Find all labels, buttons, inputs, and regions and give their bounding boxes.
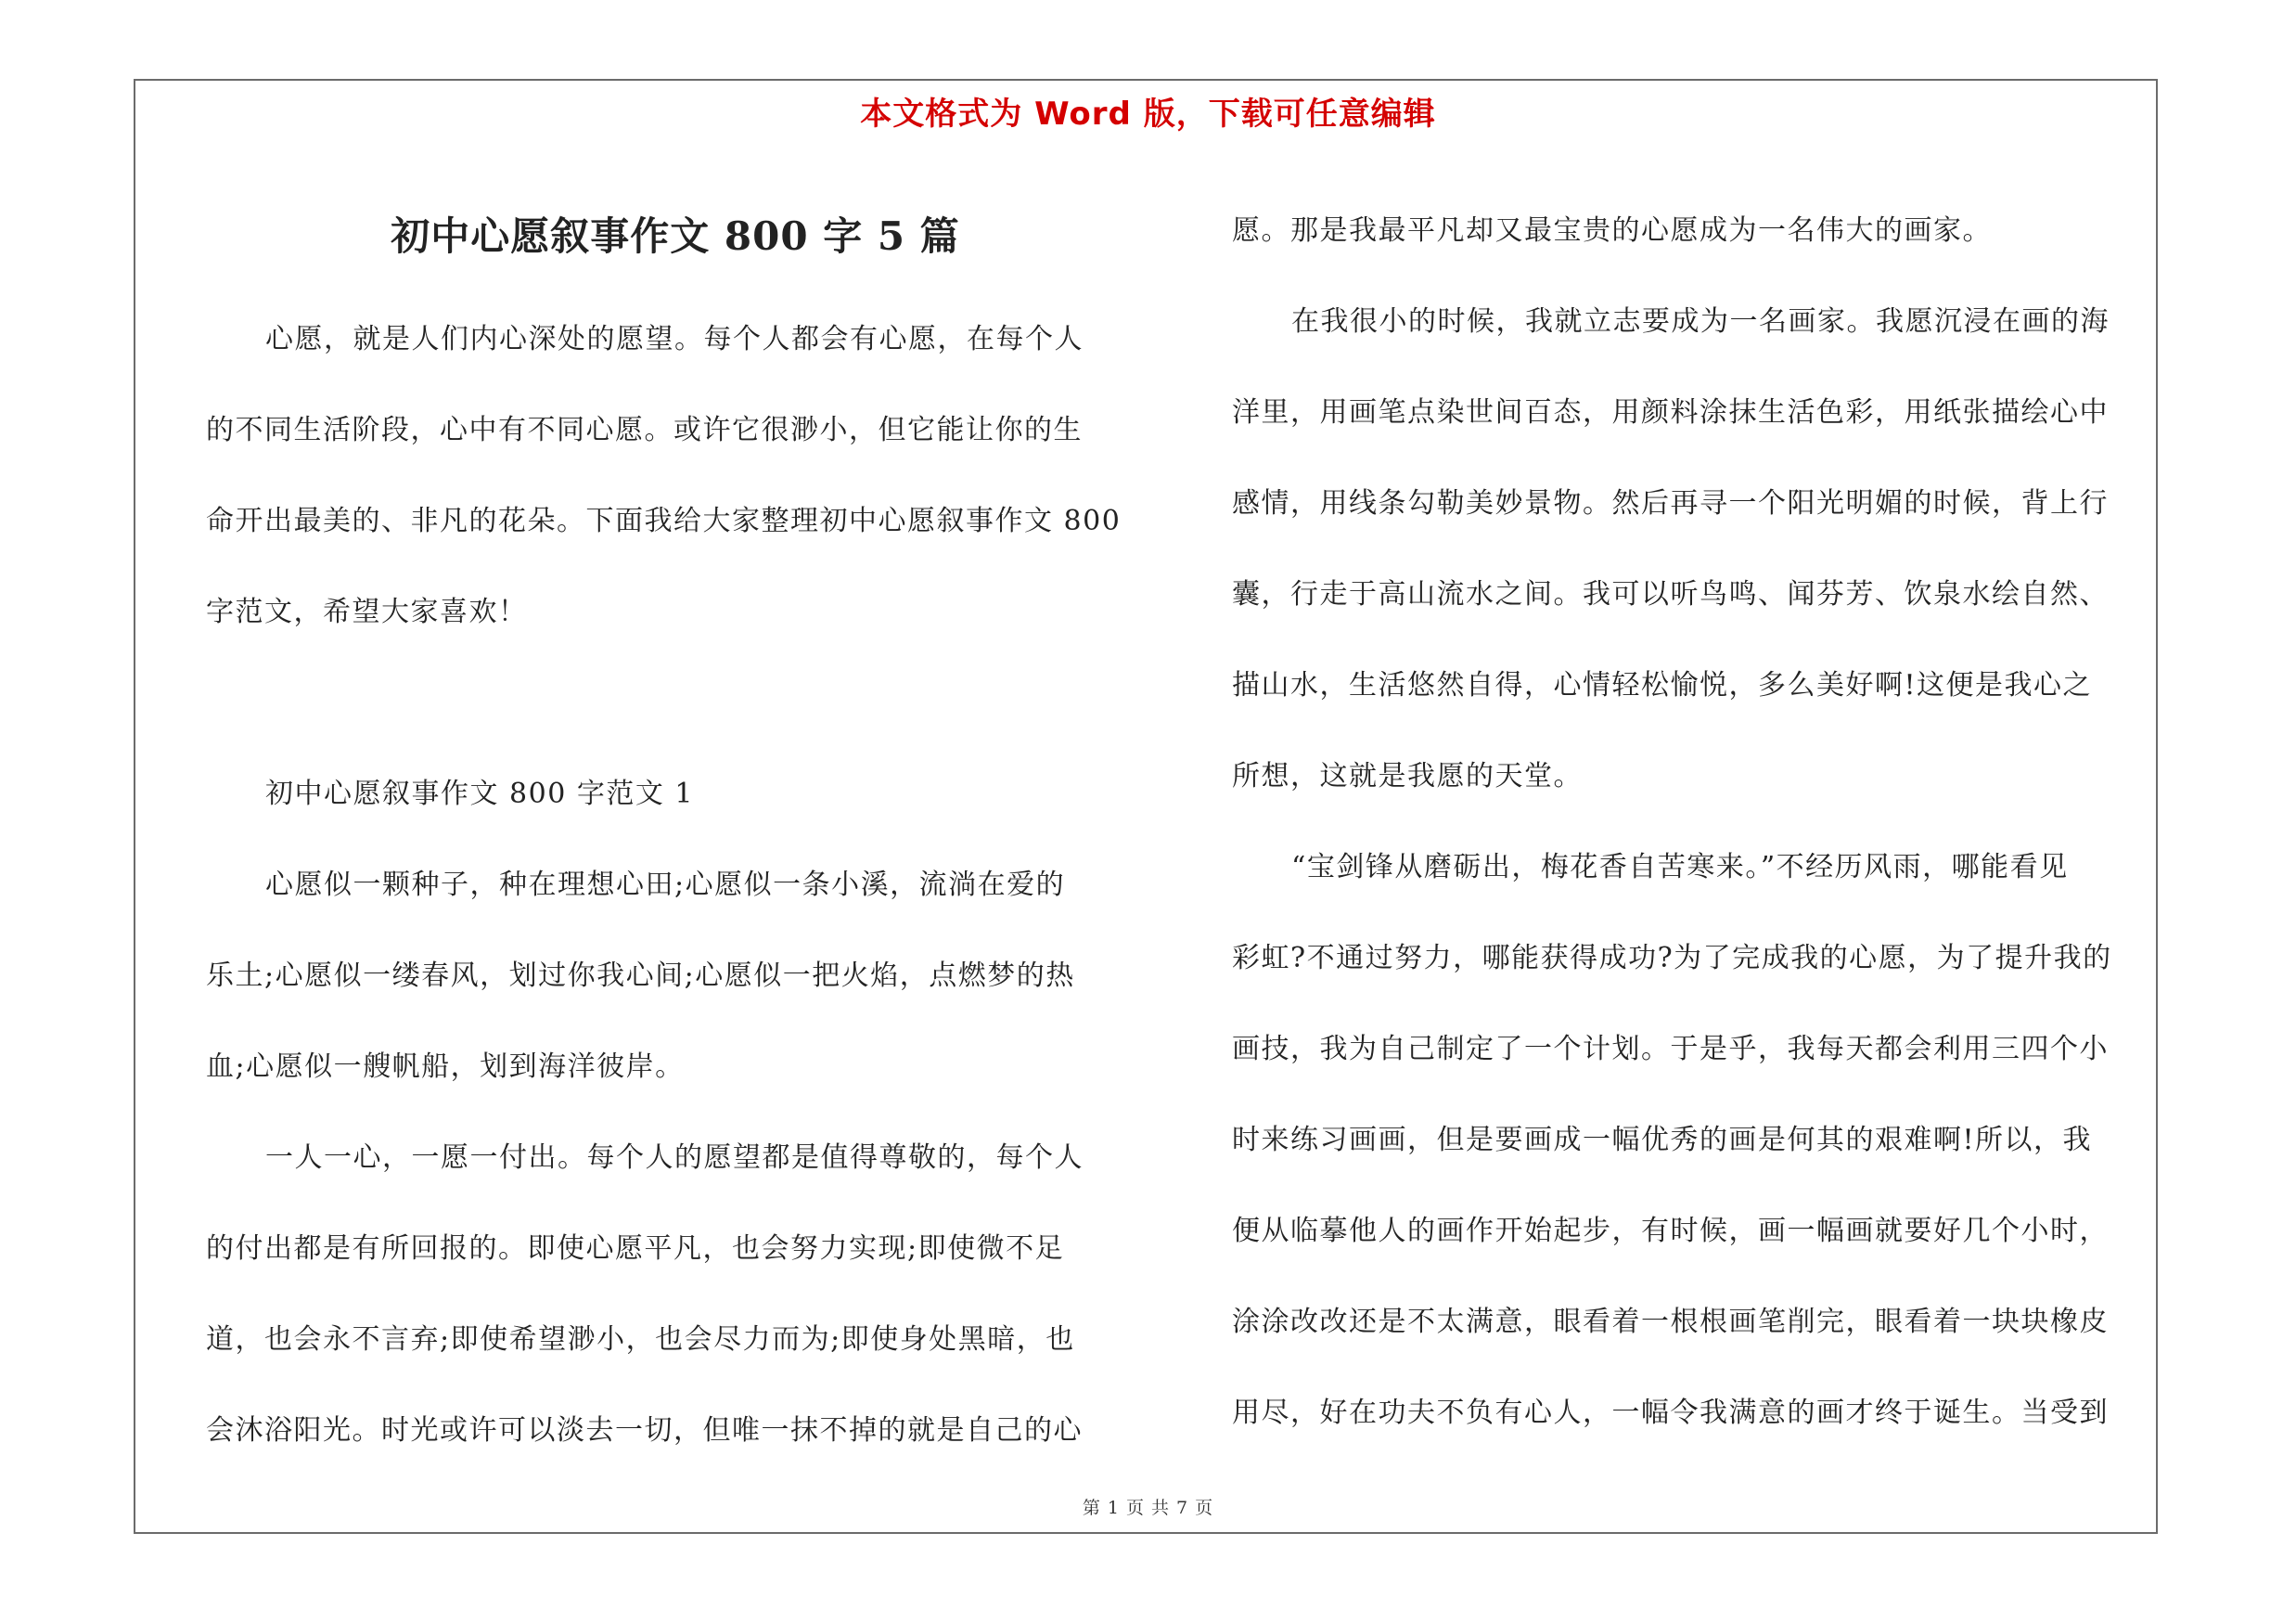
document-title: 初中心愿叙事作文 800 字 5 篇 [391,213,960,259]
text-line: 彩虹?不通过努力，哪能获得成功?为了完成我的心愿，为了提升我的 [1232,942,2112,974]
text-line: 描山水，生活悠然自得，心情轻松愉悦，多么美好啊!这便是我心之 [1232,669,2093,702]
body-paragraph [1232,277,2156,822]
text-line: 命开出最美的、非凡的花朵。下面我给大家整理初中心愿叙事作文 800 [206,505,1122,537]
paragraph-gap [206,658,1126,749]
body-paragraph [1232,822,2156,1459]
text-line: 时来练习画画，但是要画成一幅优秀的画是何其的艰难啊!所以，我 [1232,1124,2093,1156]
text-line: 洋里，用画笔点染世间百态，用颜料涂抹生活色彩，用纸张描绘心中 [1232,396,2109,429]
section-heading-paragraph [206,749,1126,840]
text-line: 便从临摹他人的画作开始起步，有时候，画一幅画就要好几个小时， [1232,1215,2109,1247]
body-paragraph [206,1113,1126,1476]
intro-paragraph [206,294,1126,658]
text-line: 一人一心，一愿一付出。每个人的愿望都是值得尊敬的，每个人 [265,1141,1084,1174]
body-paragraph [1232,186,2156,277]
text-line: 道，也会永不言弃;即使希望渺小，也会尽力而为;即使身处黑暗，也 [206,1323,1075,1356]
text-line: 心愿似一颗种子，种在理想心田;心愿似一条小溪，流淌在爱的 [265,869,1066,901]
text-line: 在我很小的时候，我就立志要成为一名画家。我愿沉浸在画的海 [1291,305,2110,338]
text-line: 囊，行走于高山流水之间。我可以听鸟鸣、闻芬芳、饮泉水绘自然、 [1232,578,2109,611]
text-line: 乐土;心愿似一缕春风，划过你我心间;心愿似一把火焰，点燃梦的热 [206,960,1075,992]
text-line: 的付出都是有所回报的。即使心愿平凡，也会努力实现;即使微不足 [206,1232,1065,1265]
text-line: 所想，这就是我愿的天堂。 [1232,760,1583,792]
text-line: 涂涂改改还是不太满意，眼看着一根根画笔削完，眼看着一块块橡皮 [1232,1306,2109,1338]
page-number-footer: 第 1 页 共 7 页 [1082,1498,1214,1518]
text-line: 愿。那是我最平凡却又最宝贵的心愿成为一名伟大的画家。 [1232,214,1992,247]
text-line: 感情，用线条勾勒美妙景物。然后再寻一个阳光明媚的时候，背上行 [1232,487,2109,520]
format-banner: 本文格式为 Word 版，下载可任意编辑 [860,96,1436,133]
left-column [206,200,1126,1476]
text-line: 画技，我为自己制定了一个计划。于是乎，我每天都会利用三四个小 [1232,1033,2109,1065]
section-heading: 初中心愿叙事作文 800 字范文 1 [265,778,694,810]
text-line: 血;心愿似一艘帆船，划到海洋彼岸。 [206,1050,685,1083]
text-line: “宝剑锋从磨砺出，梅花香自苦寒来。”不经历风雨，哪能看见 [1291,851,2069,883]
text-line: 心愿，就是人们内心深处的愿望。每个人都会有心愿，在每个人 [265,323,1084,355]
body-paragraph [206,840,1126,1113]
right-column [1232,186,2156,1459]
text-line: 字范文，希望大家喜欢！ [206,596,528,628]
text-line: 的不同生活阶段，心中有不同心愿。或许它很渺小，但它能让你的生 [206,414,1083,446]
text-line: 用尽，好在功夫不负有心人，一幅令我满意的画才终于诞生。当受到 [1232,1397,2109,1429]
text-line: 会沐浴阳光。时光或许可以淡去一切，但唯一抹不掉的就是自己的心 [206,1414,1083,1447]
